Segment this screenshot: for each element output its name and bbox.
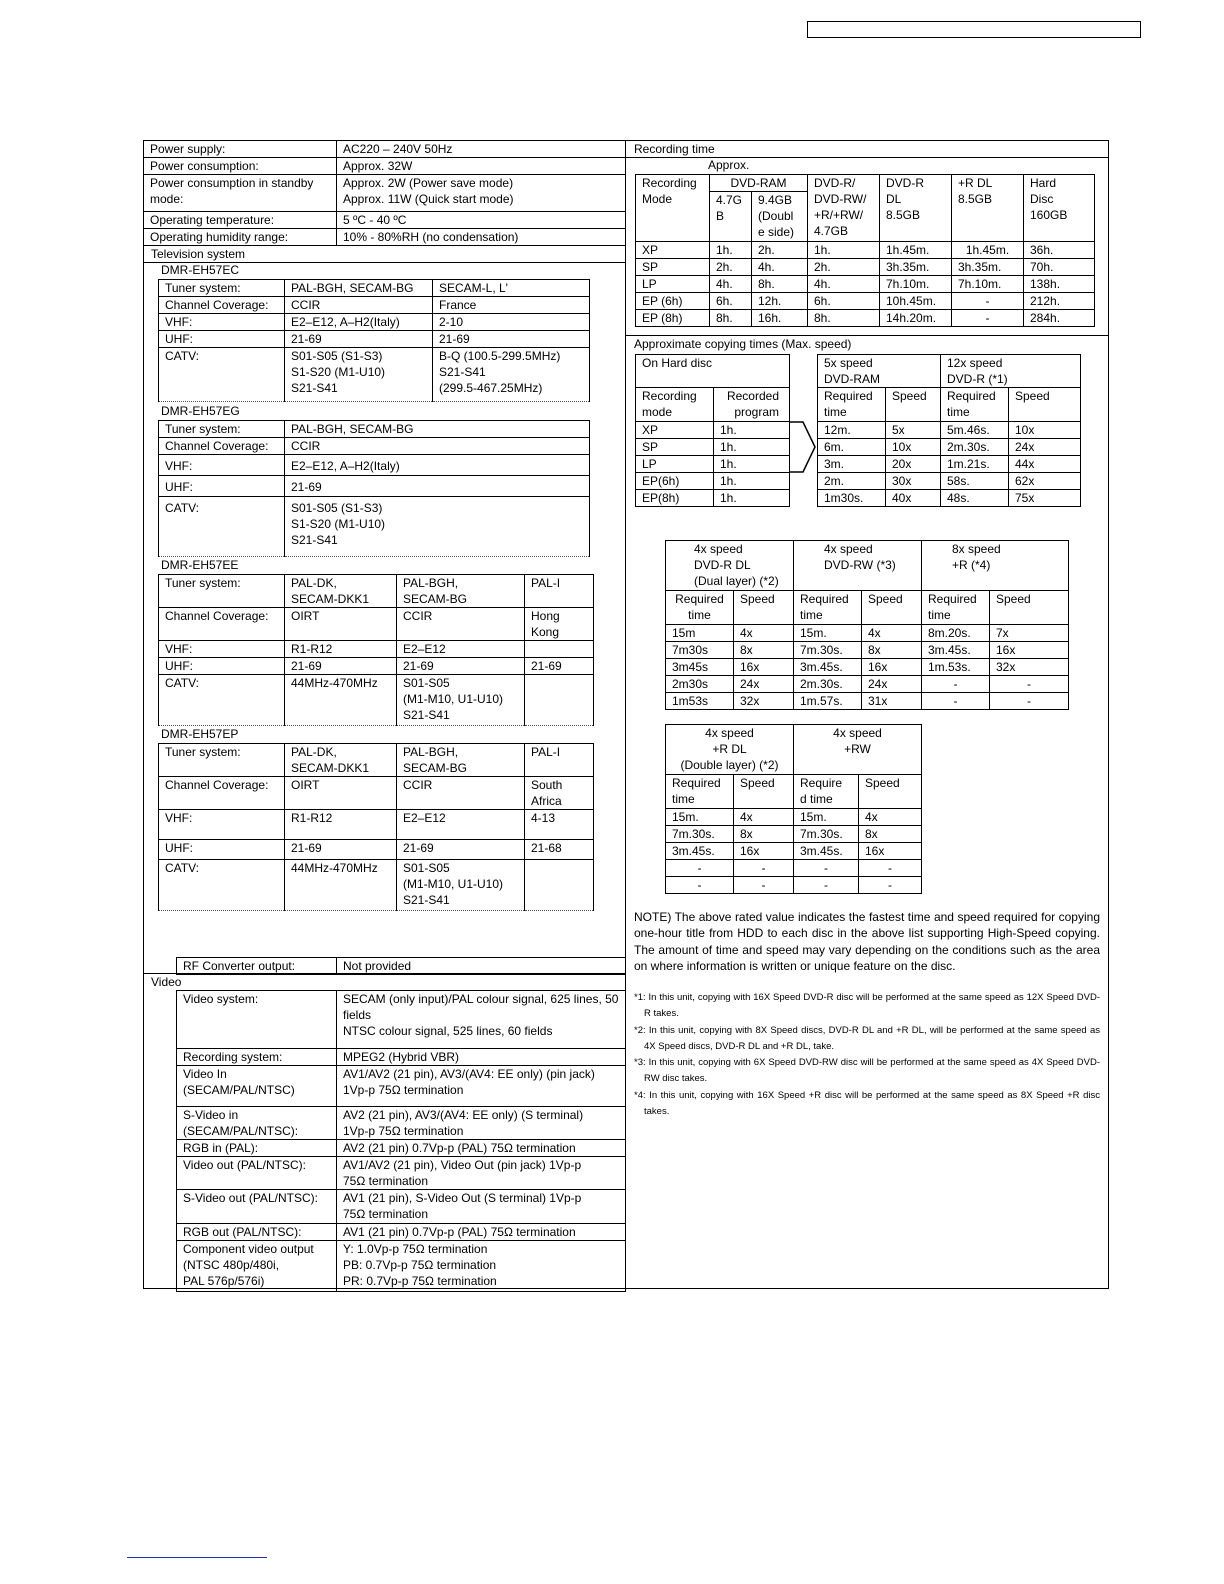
- video-label-cell: Video In (SECAM/PAL/NTSC): [177, 1066, 337, 1107]
- t2-col: Required time: [794, 591, 862, 625]
- hdd-table: [635, 354, 790, 507]
- rt-cell: 2h.: [710, 259, 752, 276]
- t2-cell: 1m.53s.: [922, 659, 990, 676]
- t3-cell: 16x: [859, 843, 922, 860]
- rt-row: [636, 293, 1095, 310]
- ec-cell: Tuner system:: [159, 280, 285, 297]
- sp-head: 5x speed DVD-RAM: [818, 355, 941, 388]
- ep-cell: PAL-I: [525, 744, 594, 777]
- eg-cell: 21-69: [285, 476, 590, 497]
- rt-cell: 36h.: [1024, 242, 1095, 259]
- ep-cell: Channel Coverage:: [159, 777, 285, 810]
- rt-cell: 3h.35m.: [880, 259, 952, 276]
- t3-cell: -: [794, 877, 859, 894]
- t2-cell: 24x: [862, 676, 922, 693]
- ee-cell: Tuner system:: [159, 575, 285, 608]
- rt-cell: 7h.10m.: [880, 276, 952, 293]
- note-text: NOTE) The above rated value indicates the fastest time and speed required for copying one-hour title from HDD to each disc in the above list supporting High-Speed copying. The amount of time and speed may vary depending on the conditions such as the area on where information is written or unique feature on the disc.: [634, 910, 1100, 973]
- rt-cell: 6h.: [808, 293, 880, 310]
- ec-cell: PAL-BGH, SECAM-BG: [285, 280, 433, 297]
- sp-cell: 5x: [886, 422, 941, 439]
- ep-cell: 21-69: [285, 840, 397, 860]
- ec-cell: CCIR: [285, 297, 433, 314]
- footnote: *4: In this unit, copying with 16X Speed +R disc will be performed at the same speed as 8X Speed +R disc takes.: [634, 1089, 1100, 1118]
- t3-cell: 7m.30s.: [666, 826, 734, 843]
- rt-cell: 1h.: [710, 242, 752, 259]
- ep-cell: Tuner system:: [159, 744, 285, 777]
- video-label-cell: RGB out (PAL/NTSC):: [177, 1224, 337, 1241]
- rt-cell: 4h.: [808, 276, 880, 293]
- ep-cell: PAL-DK, SECAM-DKK1: [285, 744, 397, 777]
- power-row: [144, 229, 626, 246]
- t2-cell: -: [922, 676, 990, 693]
- t2-cell: 1m53s: [666, 693, 734, 710]
- power-row: [144, 212, 626, 229]
- t3-cell: 8x: [734, 826, 794, 843]
- speed-table: [817, 354, 1081, 507]
- t2-cell: 32x: [990, 659, 1069, 676]
- sp-cell: 6m.: [818, 439, 886, 456]
- t2-cell: 31x: [862, 693, 922, 710]
- t3-cell: 16x: [734, 843, 794, 860]
- rt-cell: LP: [636, 276, 710, 293]
- video-value-cell: SECAM (only input)/PAL colour signal, 625 lines, 50 fields NTSC colour signal, 525 lines, 60 fields: [337, 991, 626, 1049]
- t2-cell: 2m.30s.: [794, 676, 862, 693]
- hdd-cell: XP: [636, 422, 714, 439]
- rt-cell: 4h.: [710, 276, 752, 293]
- rt-row: [636, 276, 1095, 293]
- model-ee: DMR-EH57EE: [161, 558, 239, 572]
- ec-cell: 21-69: [285, 331, 433, 348]
- video-value-cell: AV2 (21 pin), AV3/(AV4: EE only) (S terminal) 1Vp-p 75Ω termination: [337, 1107, 626, 1140]
- ee-cell: 21-69: [397, 658, 525, 675]
- t2-head: 8x speed +R (*4): [922, 541, 1069, 591]
- ee-cell: [525, 675, 594, 726]
- footnotes: [634, 990, 1100, 1120]
- rt-row: [636, 310, 1095, 327]
- power-row: [144, 141, 626, 158]
- video-value-cell: AV1 (21 pin), S-Video Out (S terminal) 1Vp-p 75Ω termination: [337, 1190, 626, 1224]
- sp-cell: 44x: [1009, 456, 1081, 473]
- sp-cell: 58s.: [941, 473, 1009, 490]
- video-label-cell: Component video output (NTSC 480p/480i, PAL 576p/576i): [177, 1241, 337, 1292]
- t2-cell: 4x: [862, 625, 922, 642]
- video-label-cell: Video out (PAL/NTSC):: [177, 1157, 337, 1190]
- video-value-cell: AV1/AV2 (21 pin), AV3/(AV4: EE only) (pin jack) 1Vp-p 75Ω termination: [337, 1066, 626, 1107]
- video-value-cell: AV1/AV2 (21 pin), Video Out (pin jack) 1Vp-p 75Ω termination: [337, 1157, 626, 1190]
- t3-cell: -: [734, 860, 794, 877]
- ep-cell: 21-69: [397, 840, 525, 860]
- rt-cell: 8h.: [752, 276, 808, 293]
- rt-row: [636, 242, 1095, 259]
- t3-cell: 15m.: [794, 809, 859, 826]
- t2-cell: -: [922, 693, 990, 710]
- copying-title: Approximate copying times (Max. speed): [634, 337, 852, 351]
- t2-cell: 15m: [666, 625, 734, 642]
- t2-cell: 8m.20s.: [922, 625, 990, 642]
- rt-head: 4.7G B: [710, 192, 752, 242]
- video-label-cell: S-Video in (SECAM/PAL/NTSC):: [177, 1107, 337, 1140]
- sp-col: Required time: [941, 388, 1009, 422]
- ep-cell: CATV:: [159, 860, 285, 911]
- sp-cell: 62x: [1009, 473, 1081, 490]
- model-eg: DMR-EH57EG: [161, 404, 240, 418]
- power-label: Power consumption:: [144, 158, 337, 175]
- rt-cell: -: [952, 293, 1024, 310]
- rt-cell: 4h.: [752, 259, 808, 276]
- ee-cell: S01-S05 (M1-M10, U1-U10) S21-S41: [397, 675, 525, 726]
- eg-cell: S01-S05 (S1-S3) S1-S20 (M1-U10) S21-S41: [285, 497, 590, 557]
- copy-table-3: [665, 724, 922, 894]
- ee-cell: CCIR: [397, 608, 525, 641]
- hdd-cell: LP: [636, 456, 714, 473]
- rt-cell: 1h.: [808, 242, 880, 259]
- rt-head: Recording Mode: [636, 175, 710, 242]
- ee-cell: PAL-DK, SECAM-DKK1: [285, 575, 397, 608]
- hdd-cell: 1h.: [714, 473, 790, 490]
- hdd-cell: SP: [636, 439, 714, 456]
- t2-head: 4x speed DVD-RW (*3): [794, 541, 922, 591]
- sp-cell: 10x: [886, 439, 941, 456]
- t2-cell: 32x: [734, 693, 794, 710]
- footer-line: [127, 1557, 267, 1558]
- t2-col: Required time: [666, 591, 734, 625]
- ec-cell: B-Q (100.5-299.5MHz) S21-S41 (299.5-467.25MHz): [433, 348, 590, 402]
- rt-cell: 7h.10m.: [952, 276, 1024, 293]
- eg-cell: VHF:: [159, 455, 285, 476]
- rt-head: 9.4GB (Doubl e side): [752, 192, 808, 242]
- t2-cell: 16x: [862, 659, 922, 676]
- t3-col: Require d time: [794, 775, 859, 809]
- t2-cell: -: [990, 676, 1069, 693]
- ec-table: [158, 279, 590, 402]
- ee-cell: OIRT: [285, 608, 397, 641]
- sp-cell: 12m.: [818, 422, 886, 439]
- power-table: [143, 140, 626, 246]
- eg-cell: UHF:: [159, 476, 285, 497]
- rt-cell: 2h.: [808, 259, 880, 276]
- ec-cell: E2–E12, A–H2(Italy): [285, 314, 433, 331]
- rt-cell: SP: [636, 259, 710, 276]
- ee-cell: 44MHz-470MHz: [285, 675, 397, 726]
- hdd-cell: 1h.: [714, 439, 790, 456]
- t2-cell: 3m45s: [666, 659, 734, 676]
- sp-col: Required time: [818, 388, 886, 422]
- t3-cell: -: [666, 877, 734, 894]
- sp-cell: 10x: [1009, 422, 1081, 439]
- sp-cell: 5m.46s.: [941, 422, 1009, 439]
- ec-cell: 21-69: [433, 331, 590, 348]
- hdd-cell: 1h.: [714, 456, 790, 473]
- t2-cell: 2m30s: [666, 676, 734, 693]
- divider: [625, 157, 1109, 158]
- hdd-col: Recorded program: [714, 388, 790, 422]
- rt-rows: [636, 242, 1095, 327]
- t3-cell: 15m.: [666, 809, 734, 826]
- t3-cell: 8x: [859, 826, 922, 843]
- t2-col: Required time: [922, 591, 990, 625]
- ep-cell: [525, 860, 594, 911]
- t3-col: Speed: [734, 775, 794, 809]
- rt-cell: 3h.35m.: [952, 259, 1024, 276]
- sp-cell: 3m.: [818, 456, 886, 473]
- rt-cell: 1h.45m.: [880, 242, 952, 259]
- t2-cell: 7x: [990, 625, 1069, 642]
- footnote: *1: In this unit, copying with 16X Speed DVD-R disc will be performed at the same speed as 12X Speed DVD-R takes.: [634, 992, 1100, 1020]
- power-row: [144, 175, 626, 212]
- t3-cell: 3m.45s.: [794, 843, 859, 860]
- copy-table-2: [665, 540, 1069, 710]
- t2-cell: 7m.30s.: [794, 642, 862, 659]
- sp-head: 12x speed DVD-R (*1): [941, 355, 1081, 388]
- power-value: 5 ºC - 40 ºC: [337, 212, 626, 229]
- power-value: 10% - 80%RH (no condensation): [337, 229, 626, 246]
- video-label-cell: S-Video out (PAL/NTSC):: [177, 1190, 337, 1224]
- header-box: [807, 21, 1141, 38]
- rt-head: DVD-RAM: [710, 175, 808, 192]
- rt-head: DVD-R DL 8.5GB: [880, 175, 952, 242]
- power-label: Operating temperature:: [144, 212, 337, 229]
- eg-cell: Tuner system:: [159, 421, 285, 438]
- ee-cell: 21-69: [285, 658, 397, 675]
- t3-head: 4x speed +R DL (Double layer) (*2): [666, 725, 794, 775]
- video-value-cell: AV2 (21 pin) 0.7Vp-p (PAL) 75Ω termination: [337, 1140, 626, 1157]
- rt-cell: -: [952, 310, 1024, 327]
- ep-cell: PAL-BGH, SECAM-BG: [397, 744, 525, 777]
- divider: [143, 973, 626, 974]
- t3-cell: -: [666, 860, 734, 877]
- ec-cell: France: [433, 297, 590, 314]
- t2-cell: 7m30s: [666, 642, 734, 659]
- hdd-col: Recording mode: [636, 388, 714, 422]
- power-label: Power consumption in standby mode:: [144, 175, 337, 212]
- hdd-cell: EP(6h): [636, 473, 714, 490]
- rt-cell: EP (8h): [636, 310, 710, 327]
- rt-cell: EP (6h): [636, 293, 710, 310]
- ee-cell: VHF:: [159, 641, 285, 658]
- t3-cell: 4x: [734, 809, 794, 826]
- ep-cell: UHF:: [159, 840, 285, 860]
- t2-cell: 3m.45s.: [794, 659, 862, 676]
- t3-cell: -: [859, 860, 922, 877]
- rt-cell: 16h.: [752, 310, 808, 327]
- rf-label: RF Converter output:: [177, 958, 337, 975]
- rt-cell: XP: [636, 242, 710, 259]
- t2-head: 4x speed DVD-R DL (Dual layer) (*2): [666, 541, 794, 591]
- hdd-head: On Hard disc: [636, 355, 790, 388]
- eg-cell: E2–E12, A–H2(Italy): [285, 455, 590, 476]
- power-label: Operating humidity range:: [144, 229, 337, 246]
- video-value-cell: MPEG2 (Hybrid VBR): [337, 1049, 626, 1066]
- t3-cell: 7m.30s.: [794, 826, 859, 843]
- t3-cell: -: [734, 877, 794, 894]
- power-row: [144, 158, 626, 175]
- t3-cell: -: [859, 877, 922, 894]
- t3-cell: 4x: [859, 809, 922, 826]
- t3-col: Required time: [666, 775, 734, 809]
- rt-cell: 1h.45m.: [952, 242, 1024, 259]
- ee-table: [158, 574, 594, 726]
- sp-cell: 20x: [886, 456, 941, 473]
- ee-cell: R1-R12: [285, 641, 397, 658]
- t2-col: Speed: [734, 591, 794, 625]
- ee-cell: PAL-I: [525, 575, 594, 608]
- rt-cell: 2h.: [752, 242, 808, 259]
- ee-cell: E2–E12: [397, 641, 525, 658]
- sp-col: Speed: [886, 388, 941, 422]
- sp-cell: 30x: [886, 473, 941, 490]
- t3-cell: 3m.45s.: [666, 843, 734, 860]
- eg-cell: CCIR: [285, 438, 590, 455]
- rt-cell: 212h.: [1024, 293, 1095, 310]
- hdd-cell: EP(8h): [636, 490, 714, 507]
- tv-system-label: Television system: [151, 247, 246, 261]
- ep-cell: R1-R12: [285, 810, 397, 840]
- model-ep: DMR-EH57EP: [161, 727, 239, 741]
- recording-time-table: [635, 174, 1095, 327]
- ee-cell: Hong Kong: [525, 608, 594, 641]
- rt-cell: 284h.: [1024, 310, 1095, 327]
- power-label: Power supply:: [144, 141, 337, 158]
- video-value-cell: Y: 1.0Vp-p 75Ω termination PB: 0.7Vp-p 75Ω termination PR: 0.7Vp-p 75Ω termination: [337, 1241, 626, 1292]
- ee-cell: UHF:: [159, 658, 285, 675]
- video-value-cell: AV1 (21 pin) 0.7Vp-p (PAL) 75Ω termination: [337, 1224, 626, 1241]
- approx-label: Approx.: [708, 158, 750, 172]
- ep-table: [158, 743, 594, 911]
- ep-cell: CCIR: [397, 777, 525, 810]
- video-table: [176, 990, 626, 1292]
- rt-cell: 8h.: [808, 310, 880, 327]
- sp-cell: 24x: [1009, 439, 1081, 456]
- ec-cell: SECAM-L, L': [433, 280, 590, 297]
- sp-cell: 48s.: [941, 490, 1009, 507]
- t2-cell: 8x: [734, 642, 794, 659]
- ep-cell: S01-S05 (M1-M10, U1-U10) S21-S41: [397, 860, 525, 911]
- sp-cell: 1m.21s.: [941, 456, 1009, 473]
- rt-head: Hard Disc 160GB: [1024, 175, 1095, 242]
- t2-cell: 15m.: [794, 625, 862, 642]
- video-label-cell: Video system:: [177, 991, 337, 1049]
- eg-cell: PAL-BGH, SECAM-BG: [285, 421, 590, 438]
- t2-cell: 24x: [734, 676, 794, 693]
- rt-cell: 12h.: [752, 293, 808, 310]
- ee-cell: Channel Coverage:: [159, 608, 285, 641]
- ee-cell: CATV:: [159, 675, 285, 726]
- ec-cell: VHF:: [159, 314, 285, 331]
- rt-row: [636, 259, 1095, 276]
- ep-cell: South Africa: [525, 777, 594, 810]
- t3-head: 4x speed +RW: [794, 725, 922, 775]
- ep-cell: OIRT: [285, 777, 397, 810]
- ep-cell: VHF:: [159, 810, 285, 840]
- rf-value: Not provided: [337, 958, 626, 975]
- rt-head: DVD-R/ DVD-RW/ +R/+RW/ 4.7GB: [808, 175, 880, 242]
- video-label-cell: RGB in (PAL):: [177, 1140, 337, 1157]
- video-label: Video: [151, 975, 182, 989]
- t2-cell: 16x: [734, 659, 794, 676]
- t3-cell: -: [794, 860, 859, 877]
- rt-head: +R DL 8.5GB: [952, 175, 1024, 242]
- rt-cell: 6h.: [710, 293, 752, 310]
- t2-cell: -: [990, 693, 1069, 710]
- sp-col: Speed: [1009, 388, 1081, 422]
- ec-cell: 2-10: [433, 314, 590, 331]
- hdd-cell: 1h.: [714, 422, 790, 439]
- model-ec: DMR-EH57EC: [161, 263, 240, 277]
- ee-cell: [525, 641, 594, 658]
- ep-cell: 21-68: [525, 840, 594, 860]
- eg-cell: Channel Coverage:: [159, 438, 285, 455]
- rt-cell: 14h.20m.: [880, 310, 952, 327]
- t2-cell: 8x: [862, 642, 922, 659]
- ep-cell: 4-13: [525, 810, 594, 840]
- rt-cell: 8h.: [710, 310, 752, 327]
- eg-table: [158, 420, 590, 557]
- recording-time-title: Recording time: [634, 142, 715, 156]
- rt-cell: 138h.: [1024, 276, 1095, 293]
- t2-cell: 3m.45s.: [922, 642, 990, 659]
- sp-cell: 2m.30s.: [941, 439, 1009, 456]
- ec-cell: UHF:: [159, 331, 285, 348]
- t3-col: Speed: [859, 775, 922, 809]
- sp-cell: 40x: [886, 490, 941, 507]
- sp-cell: 75x: [1009, 490, 1081, 507]
- hdd-cell: 1h.: [714, 490, 790, 507]
- power-value: Approx. 2W (Power save mode) Approx. 11W (Quick start mode): [337, 175, 626, 212]
- arrow-icon: [787, 418, 819, 476]
- footnote: *3: In this unit, copying with 6X Speed DVD-RW disc will be performed at the same speed as 4X Speed DVD-RW disc takes.: [634, 1057, 1100, 1085]
- t2-col: Speed: [990, 591, 1069, 625]
- sp-cell: 2m.: [818, 473, 886, 490]
- ep-cell: E2–E12: [397, 810, 525, 840]
- t2-cell: 4x: [734, 625, 794, 642]
- power-value: AC220 – 240V 50Hz: [337, 141, 626, 158]
- eg-cell: CATV:: [159, 497, 285, 557]
- ec-cell: CATV:: [159, 348, 285, 402]
- ec-cell: S01-S05 (S1-S3) S1-S20 (M1-U10) S21-S41: [285, 348, 433, 402]
- rt-cell: 10h.45m.: [880, 293, 952, 310]
- ee-cell: PAL-BGH, SECAM-BG: [397, 575, 525, 608]
- t2-cell: 1m.57s.: [794, 693, 862, 710]
- ee-cell: 21-69: [525, 658, 594, 675]
- power-value: Approx. 32W: [337, 158, 626, 175]
- ec-cell: Channel Coverage:: [159, 297, 285, 314]
- ep-cell: 44MHz-470MHz: [285, 860, 397, 911]
- rt-cell: 70h.: [1024, 259, 1095, 276]
- video-label-cell: Recording system:: [177, 1049, 337, 1066]
- t2-col: Speed: [862, 591, 922, 625]
- t2-cell: 16x: [990, 642, 1069, 659]
- footnote: *2: In this unit, copying with 8X Speed discs, DVD-R DL and +R DL, will be performed at the same speed as 4X Speed discs, DVD-R DL and +R DL, take.: [634, 1024, 1100, 1052]
- sp-cell: 1m30s.: [818, 490, 886, 507]
